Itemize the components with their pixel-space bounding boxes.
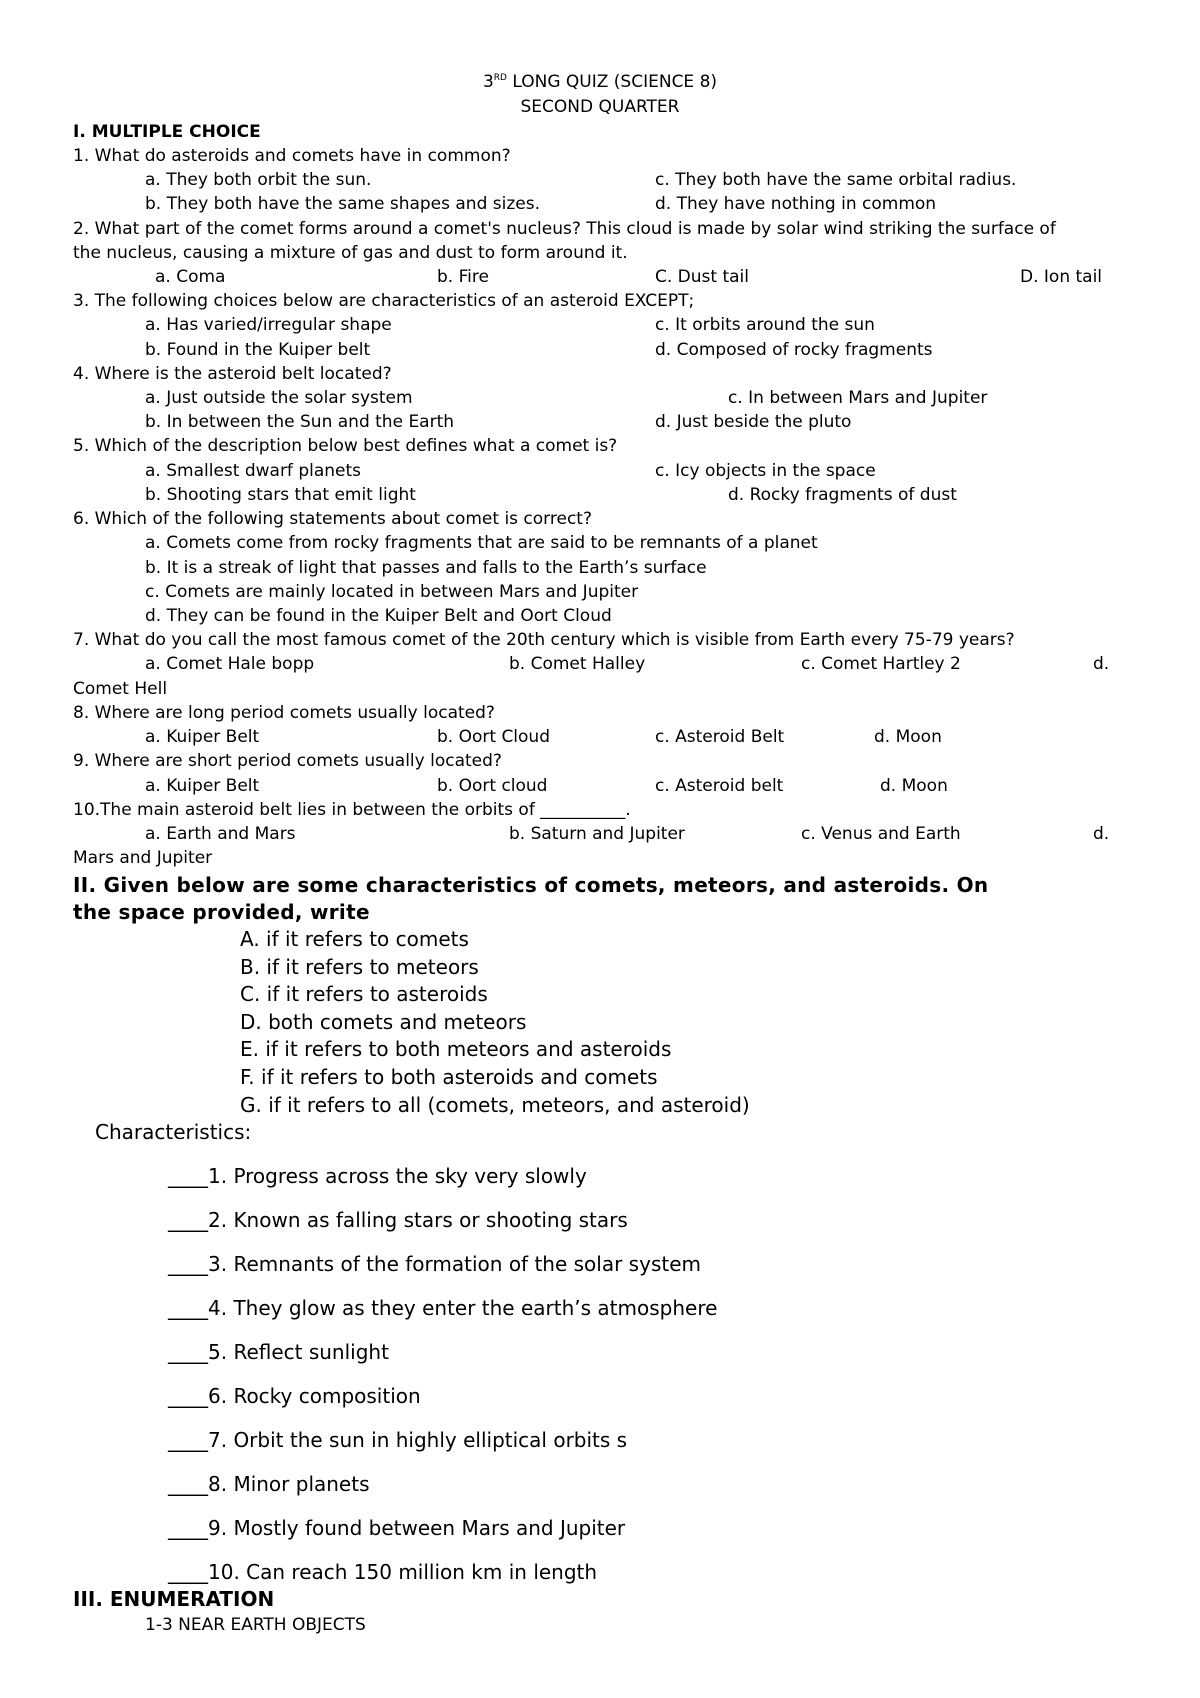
characteristic-item: ____2. Known as falling stars or shooting stars [168,1208,628,1232]
option-c: C. if it refers to asteroids [240,982,488,1006]
option-f: F. if it refers to both asteroids and comets [240,1065,658,1089]
q10-choice-c: c. Venus and Earth [801,824,961,844]
question-7: 7. What do you call the most famous comet of the 20th century which is visible from Earth every 75-79 years? [73,630,1015,650]
option-e: E. if it refers to both meteors and asteroids [240,1037,672,1061]
q2-choice-a: a. Coma [155,267,226,287]
question-1: 1. What do asteroids and comets have in common? [73,146,511,166]
q7-choice-b: b. Comet Halley [509,654,646,674]
option-a: A. if it refers to comets [240,927,469,951]
q4-choice-c: c. In between Mars and Jupiter [728,388,988,408]
characteristic-item: ____10. Can reach 150 million km in length [168,1560,598,1584]
q10-choice-d-mark: d. [1093,824,1110,844]
q9-choice-a: a. Kuiper Belt [145,776,260,796]
q7-choice-d-mark: d. [1093,654,1110,674]
section-heading-enumeration: III. ENUMERATION [73,1587,275,1611]
q2-choice-b: b. Fire [437,267,489,287]
q8-choice-c: c. Asteroid Belt [655,727,785,747]
option-g: G. if it refers to all (comets, meteors, and asteroid) [240,1093,750,1117]
q1-choice-d: d. They have nothing in common [655,194,937,214]
q5-choice-b: b. Shooting stars that emit light [145,485,416,505]
section-heading-characteristics-line1: II. Given below are some characteristics of comets, meteors, and asteroids. On [73,873,989,897]
option-d: D. both comets and meteors [240,1010,527,1034]
question-9: 9. Where are short period comets usually located? [73,751,502,771]
q6-choice-d: d. They can be found in the Kuiper Belt and Oort Cloud [145,606,612,626]
q1-choice-a: a. They both orbit the sun. [145,170,372,190]
q1-choice-b: b. They both have the same shapes and sizes. [145,194,541,214]
question-8: 8. Where are long period comets usually located? [73,703,495,723]
q2-choice-d: D. Ion tail [1020,267,1103,287]
characteristic-item: ____6. Rocky composition [168,1384,421,1408]
option-b: B. if it refers to meteors [240,955,479,979]
question-2-line1: 2. What part of the comet forms around a comet's nucleus? This cloud is made by solar wind striking the surface of [73,219,1056,239]
q10-choice-b: b. Saturn and Jupiter [509,824,685,844]
characteristic-item: ____9. Mostly found between Mars and Jupiter [168,1516,626,1540]
q7-choice-c: c. Comet Hartley 2 [801,654,961,674]
q9-choice-c: c. Asteroid belt [655,776,784,796]
q10-choice-a: a. Earth and Mars [145,824,296,844]
q3-choice-b: b. Found in the Kuiper belt [145,340,371,360]
q3-choice-c: c. It orbits around the sun [655,315,875,335]
q6-choice-a: a. Comets come from rocky fragments that are said to be remnants of a planet [145,533,818,553]
characteristic-item: ____1. Progress across the sky very slowly [168,1164,587,1188]
q9-choice-d: d. Moon [880,776,948,796]
characteristic-item: ____5. Reflect sunlight [168,1340,389,1364]
q8-choice-d: d. Moon [874,727,942,747]
question-10: 10.The main asteroid belt lies in between the orbits of __________. [73,800,631,820]
characteristic-item: ____8. Minor planets [168,1472,370,1496]
question-6: 6. Which of the following statements about comet is correct? [73,509,592,529]
q4-choice-b: b. In between the Sun and the Earth [145,412,455,432]
quiz-title: 3RD LONG QUIZ (SCIENCE 8) [482,72,718,92]
enumeration-item: 1-3 NEAR EARTH OBJECTS [145,1615,366,1635]
question-3: 3. The following choices below are characteristics of an asteroid EXCEPT; [73,291,695,311]
q7-choice-a: a. Comet Hale bopp [145,654,315,674]
q7-choice-d-text: Comet Hell [73,679,168,699]
section-heading-characteristics-line2: the space provided, write [73,900,370,924]
q9-choice-b: b. Oort cloud [437,776,548,796]
q10-choice-d-text: Mars and Jupiter [73,848,213,868]
q4-choice-d: d. Just beside the pluto [655,412,852,432]
section-heading-multiple-choice: I. MULTIPLE CHOICE [73,122,261,142]
q1-choice-c: c. They both have the same orbital radius. [655,170,1017,190]
q8-choice-a: a. Kuiper Belt [145,727,260,747]
question-2-line2: the nucleus, causing a mixture of gas and dust to form around it. [73,243,628,263]
q4-choice-a: a. Just outside the solar system [145,388,413,408]
characteristics-label: Characteristics: [95,1120,252,1144]
quiz-subtitle: SECOND QUARTER [520,97,680,117]
question-4: 4. Where is the asteroid belt located? [73,364,392,384]
question-5: 5. Which of the description below best defines what a comet is? [73,436,618,456]
q3-choice-a: a. Has varied/irregular shape [145,315,392,335]
q5-choice-c: c. Icy objects in the space [655,461,876,481]
characteristic-item: ____3. Remnants of the formation of the solar system [168,1252,701,1276]
q3-choice-d: d. Composed of rocky fragments [655,340,933,360]
q5-choice-a: a. Smallest dwarf planets [145,461,362,481]
q8-choice-b: b. Oort Cloud [437,727,550,747]
q5-choice-d: d. Rocky fragments of dust [728,485,957,505]
characteristic-item: ____7. Orbit the sun in highly elliptical orbits s [168,1428,628,1452]
q6-choice-b: b. It is a streak of light that passes and falls to the Earth’s surface [145,558,707,578]
characteristic-item: ____4. They glow as they enter the earth’s atmosphere [168,1296,718,1320]
q2-choice-c: C. Dust tail [655,267,749,287]
q6-choice-c: c. Comets are mainly located in between Mars and Jupiter [145,582,639,602]
